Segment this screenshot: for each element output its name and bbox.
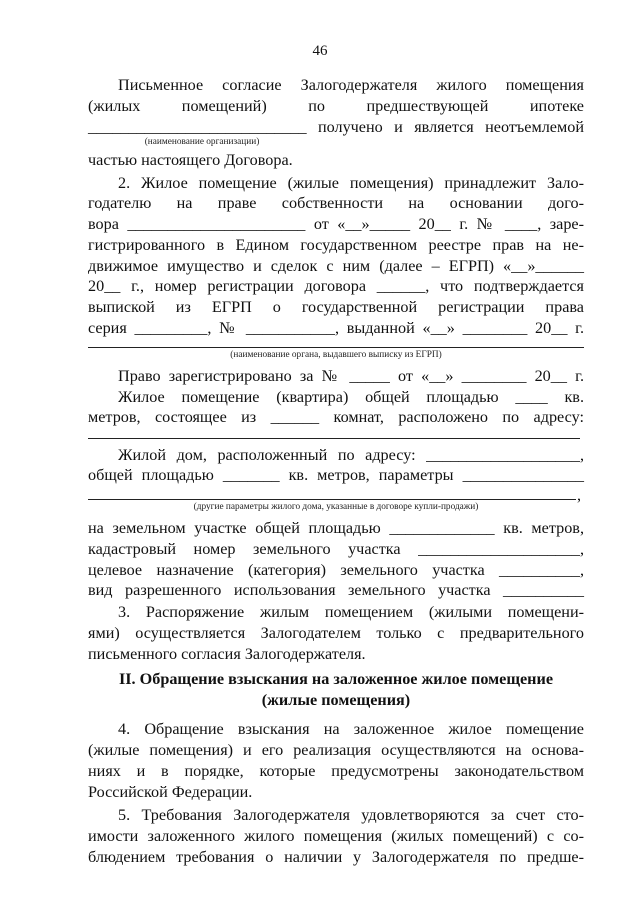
text-line: 5. Требования Залогодержателя удовлетворяются за счет сто- [118,806,584,824]
text-line: ___________________________ получено и является неотъемлемой [88,118,584,136]
text-line: письменного согласия Залогодержателя. [88,645,366,663]
page-number: 46 [312,43,328,59]
text-line: ниях и в порядке, которые предусмотрены законодательством [88,762,584,780]
text-line: (жилых помещений) по предшествующей ипотеке [88,97,584,115]
text-line: ями) осуществляется Залогодателем только с предварительного [88,624,584,642]
text-line: Право зарегистрировано за № _____ от «__» ________ 20__ г. [118,367,584,385]
text-line: годателю на праве собственности на основании дого- [88,194,584,212]
text-line: частью настоящего Договора. [88,151,293,169]
section-heading-line-1: II. Обращение взыскания на заложенное жилое помещение [118,670,554,688]
text-line: Письменное согласие Залогодержателя жилого помещения [118,76,584,94]
text-line: 3. Распоряжение жилым помещением (жилыми помещени- [118,603,584,621]
blank-line-end: , [577,486,582,504]
text-line: 4. Обращение взыскания на заложенное жилое помещение [118,720,584,738]
text-line: (жилые помещения) и его реализация осуществляются на основа- [88,741,584,759]
section-heading-line-2: (жилые помещения) [261,691,411,709]
text-line: гистрированного в Едином государственном реестре прав на не- [88,236,584,254]
text-line: на земельном участке общей площадью _____________ кв. метров, [88,519,584,537]
text-line: 2. Жилое помещение (жилые помещения) принадлежит Зало- [118,174,584,192]
text-line: движимое имущество и сделок с ним (далее – ЕГРП) «__»______ [88,257,584,275]
text-line: кадастровый номер земельного участка ____________________, [88,540,584,558]
text-line: выпиской из ЕГРП о государственной регистрации права [88,298,584,316]
caption-org-name: (наименование организации) [144,137,260,147]
caption-egrp-issuer: (наименование органа, выдавшего выписку из ЕГРП) [230,350,442,360]
text-line: Жилое помещение (квартира) общей площадью ____ кв. [118,388,584,406]
text-line: вид разрешенного использования земельного участка __________ [88,581,584,599]
text-line: вора ______________________ от «__»_____ 20__ г. № ____, заре- [88,215,584,233]
blank-line-address [88,438,580,439]
text-line: имости заложенного жилого помещения (жилых помещений) с со- [88,827,584,845]
caption-house-params: (другие параметры жилого дома, указанные в договоре купли-продажи) [193,502,479,512]
text-line: серия _________, № ___________, выданной «__» ________ 20__ г. [88,319,584,337]
blank-line-house-params [88,499,576,500]
text-line: 20__ г., номер регистрации договора ______, что подтверждается [88,277,584,295]
text-line: Российской Федерации. [88,783,253,801]
text-line: блюдением требования о наличии у Залогодержателя по предше- [88,848,584,866]
blank-line-egrp-issuer [88,347,584,348]
text-line: целевое назначение (категория) земельного участка __________, [88,561,584,579]
text-line: Жилой дом, расположенный по адресу: ___________________, [118,446,584,464]
text-line: метров, состоящее из ______ комнат, расположено по адресу: [88,408,584,426]
text-line: общей площадью _______ кв. метров, параметры _______________ [88,466,584,484]
